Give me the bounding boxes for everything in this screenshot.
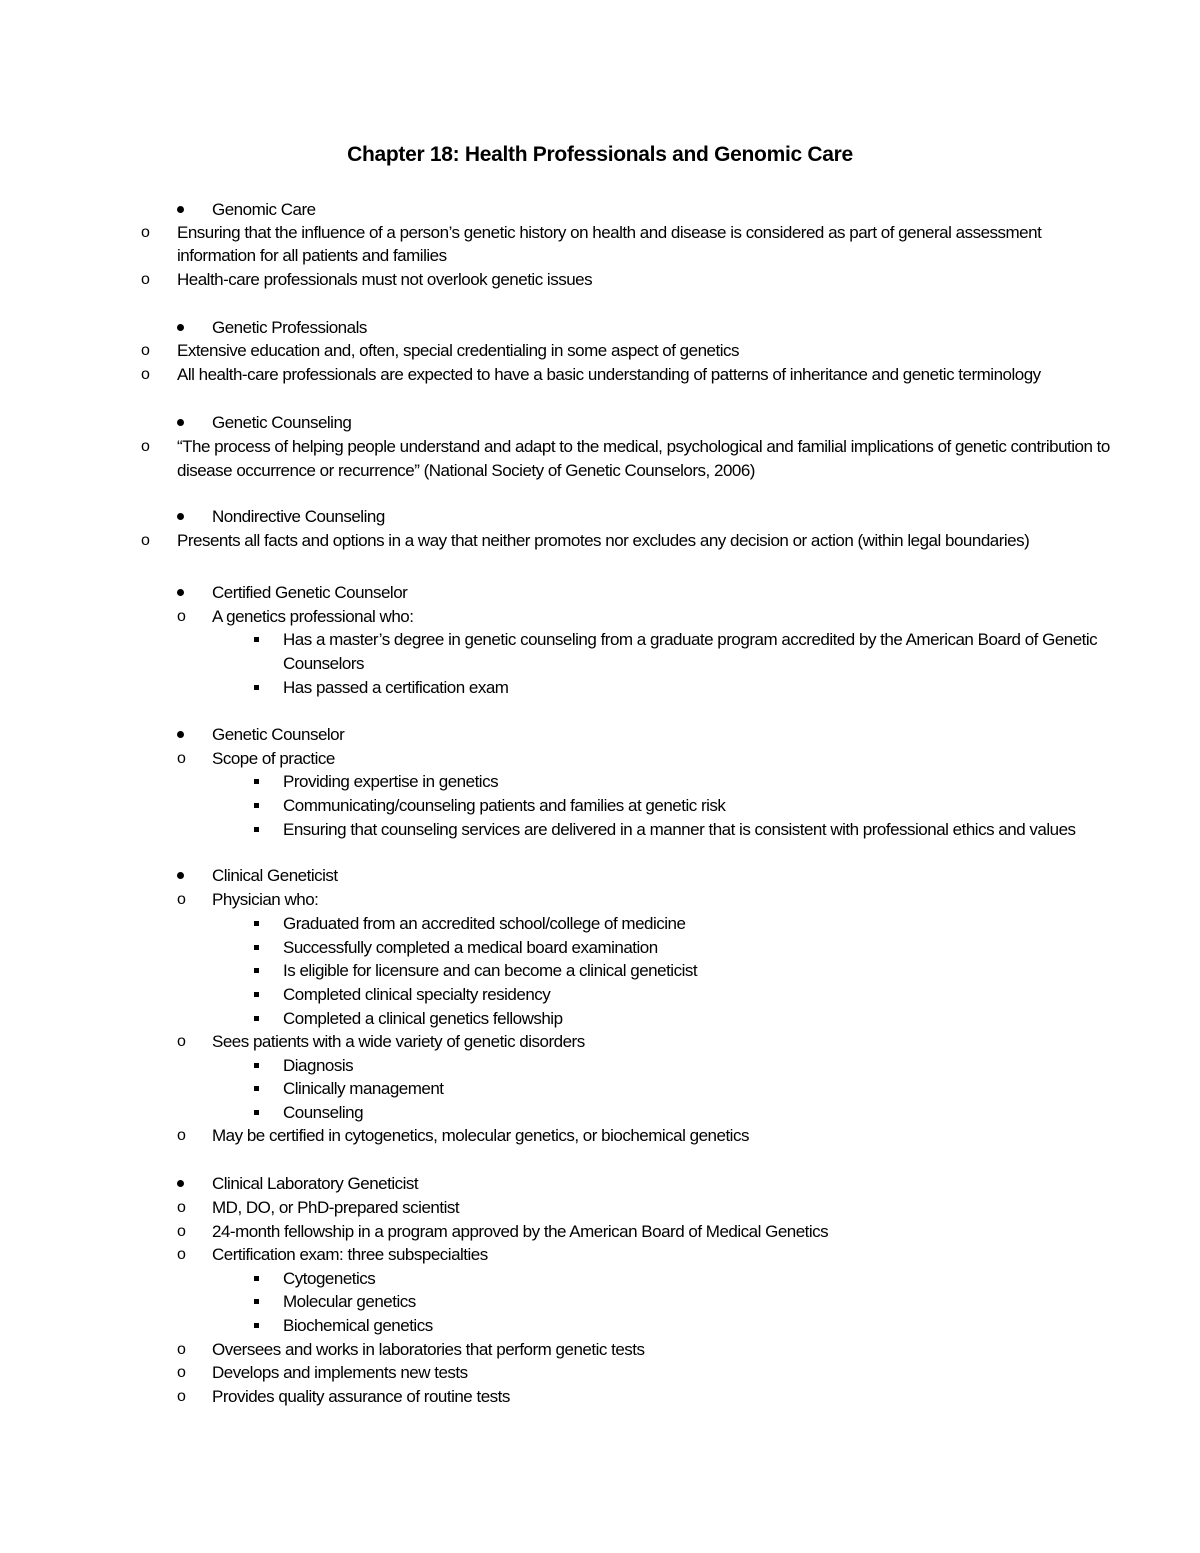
circle-bullet-icon: o: [177, 608, 186, 625]
outline-line: disease occurrence or recurrence” (National Society of Genetic Counselors, 2006): [177, 461, 755, 480]
outline-line: information for all patients and families: [177, 246, 447, 265]
bullet-dot-icon: [177, 324, 184, 331]
outline-line: MD, DO, or PhD-prepared scientist: [212, 1198, 460, 1217]
outline-line: Oversees and works in laboratories that perform genetic tests: [212, 1340, 645, 1359]
outline-line: Genomic Care: [212, 200, 316, 219]
square-bullet-icon: [254, 637, 259, 642]
square-bullet-icon: [254, 685, 259, 690]
outline-line: Has passed a certification exam: [283, 678, 509, 697]
circle-bullet-icon: o: [177, 750, 186, 767]
outline-line: Extensive education and, often, special credentialing in some aspect of genetics: [177, 341, 739, 360]
square-bullet-icon: [254, 945, 259, 950]
bullet-dot-icon: [177, 206, 184, 213]
outline-line: Has a master’s degree in genetic counseling from a graduate program accredited by the American Board of Genetic: [283, 630, 1098, 649]
outline-line: Health-care professionals must not overlook genetic issues: [177, 270, 593, 289]
circle-bullet-icon: o: [177, 1199, 186, 1216]
square-bullet-icon: [254, 1086, 259, 1091]
page-title: Chapter 18: Health Professionals and Genomic Care: [347, 143, 853, 166]
square-bullet-icon: [254, 1063, 259, 1068]
outline-line: Physician who:: [212, 890, 319, 909]
outline-line: Provides quality assurance of routine tests: [212, 1387, 510, 1406]
square-bullet-icon: [254, 779, 259, 784]
outline-line: Scope of practice: [212, 749, 335, 768]
circle-bullet-icon: o: [141, 366, 150, 383]
circle-bullet-icon: o: [141, 224, 150, 241]
outline-line: Genetic Counselor: [212, 725, 345, 744]
circle-bullet-icon: o: [177, 1127, 186, 1144]
outline-line: Counseling: [283, 1103, 364, 1122]
circle-bullet-icon: o: [177, 1388, 186, 1405]
outline-line: Ensuring that the influence of a person’s genetic history on health and disease is considered as part of general assessment: [177, 223, 1042, 242]
square-bullet-icon: [254, 1323, 259, 1328]
circle-bullet-icon: o: [141, 438, 150, 455]
outline-line: Completed a clinical genetics fellowship: [283, 1009, 563, 1028]
square-bullet-icon: [254, 1016, 259, 1021]
circle-bullet-icon: o: [177, 1246, 186, 1263]
outline-line: Successfully completed a medical board examination: [283, 938, 658, 957]
outline-line: Sees patients with a wide variety of genetic disorders: [212, 1032, 585, 1051]
outline-line: Completed clinical specialty residency: [283, 985, 551, 1004]
circle-bullet-icon: o: [141, 342, 150, 359]
outline-line: Is eligible for licensure and can become a clinical geneticist: [283, 961, 698, 980]
square-bullet-icon: [254, 968, 259, 973]
outline-line: A genetics professional who:: [212, 607, 414, 626]
outline-line: Develops and implements new tests: [212, 1363, 468, 1382]
outline-line: Nondirective Counseling: [212, 507, 385, 526]
outline-line: Molecular genetics: [283, 1292, 416, 1311]
circle-bullet-icon: o: [141, 532, 150, 549]
circle-bullet-icon: o: [177, 891, 186, 908]
outline-line: Graduated from an accredited school/college of medicine: [283, 914, 686, 933]
bullet-dot-icon: [177, 513, 184, 520]
bullet-dot-icon: [177, 589, 184, 596]
circle-bullet-icon: o: [177, 1364, 186, 1381]
square-bullet-icon: [254, 1276, 259, 1281]
outline-line: Diagnosis: [283, 1056, 354, 1075]
square-bullet-icon: [254, 1110, 259, 1115]
square-bullet-icon: [254, 1299, 259, 1304]
square-bullet-icon: [254, 827, 259, 832]
outline-line: All health-care professionals are expected to have a basic understanding of patterns of inheritance and genetic terminology: [177, 365, 1041, 384]
outline-line: Cytogenetics: [283, 1269, 376, 1288]
bullet-dot-icon: [177, 419, 184, 426]
outline-line: Certified Genetic Counselor: [212, 583, 408, 602]
outline-line: Clinical Geneticist: [212, 866, 338, 885]
bullet-dot-icon: [177, 731, 184, 738]
outline-line: May be certified in cytogenetics, molecular genetics, or biochemical genetics: [212, 1126, 749, 1145]
outline-line: Genetic Counseling: [212, 413, 352, 432]
outline-line: Communicating/counseling patients and families at genetic risk: [283, 796, 726, 815]
outline-line: Counselors: [283, 654, 364, 673]
outline-line: Ensuring that counseling services are delivered in a manner that is consistent with professional ethics and values: [283, 820, 1076, 839]
outline-line: Biochemical genetics: [283, 1316, 433, 1335]
outline-line: Providing expertise in genetics: [283, 772, 499, 791]
bullet-dot-icon: [177, 1180, 184, 1187]
outline-line: “The process of helping people understand and adapt to the medical, psychological and familial implications of genetic contribution to: [177, 437, 1110, 456]
square-bullet-icon: [254, 803, 259, 808]
square-bullet-icon: [254, 921, 259, 926]
circle-bullet-icon: o: [177, 1223, 186, 1240]
outline-line: Clinically management: [283, 1079, 444, 1098]
circle-bullet-icon: o: [177, 1033, 186, 1050]
outline-line: Presents all facts and options in a way that neither promotes nor excludes any decision or action (within legal boundaries): [177, 531, 1030, 550]
bullet-dot-icon: [177, 872, 184, 879]
outline-line: Certification exam: three subspecialties: [212, 1245, 488, 1264]
circle-bullet-icon: o: [141, 271, 150, 288]
outline-line: Clinical Laboratory Geneticist: [212, 1174, 419, 1193]
outline-line: 24-month fellowship in a program approved by the American Board of Medical Genetics: [212, 1222, 829, 1241]
outline-line: Genetic Professionals: [212, 318, 367, 337]
circle-bullet-icon: o: [177, 1341, 186, 1358]
square-bullet-icon: [254, 992, 259, 997]
